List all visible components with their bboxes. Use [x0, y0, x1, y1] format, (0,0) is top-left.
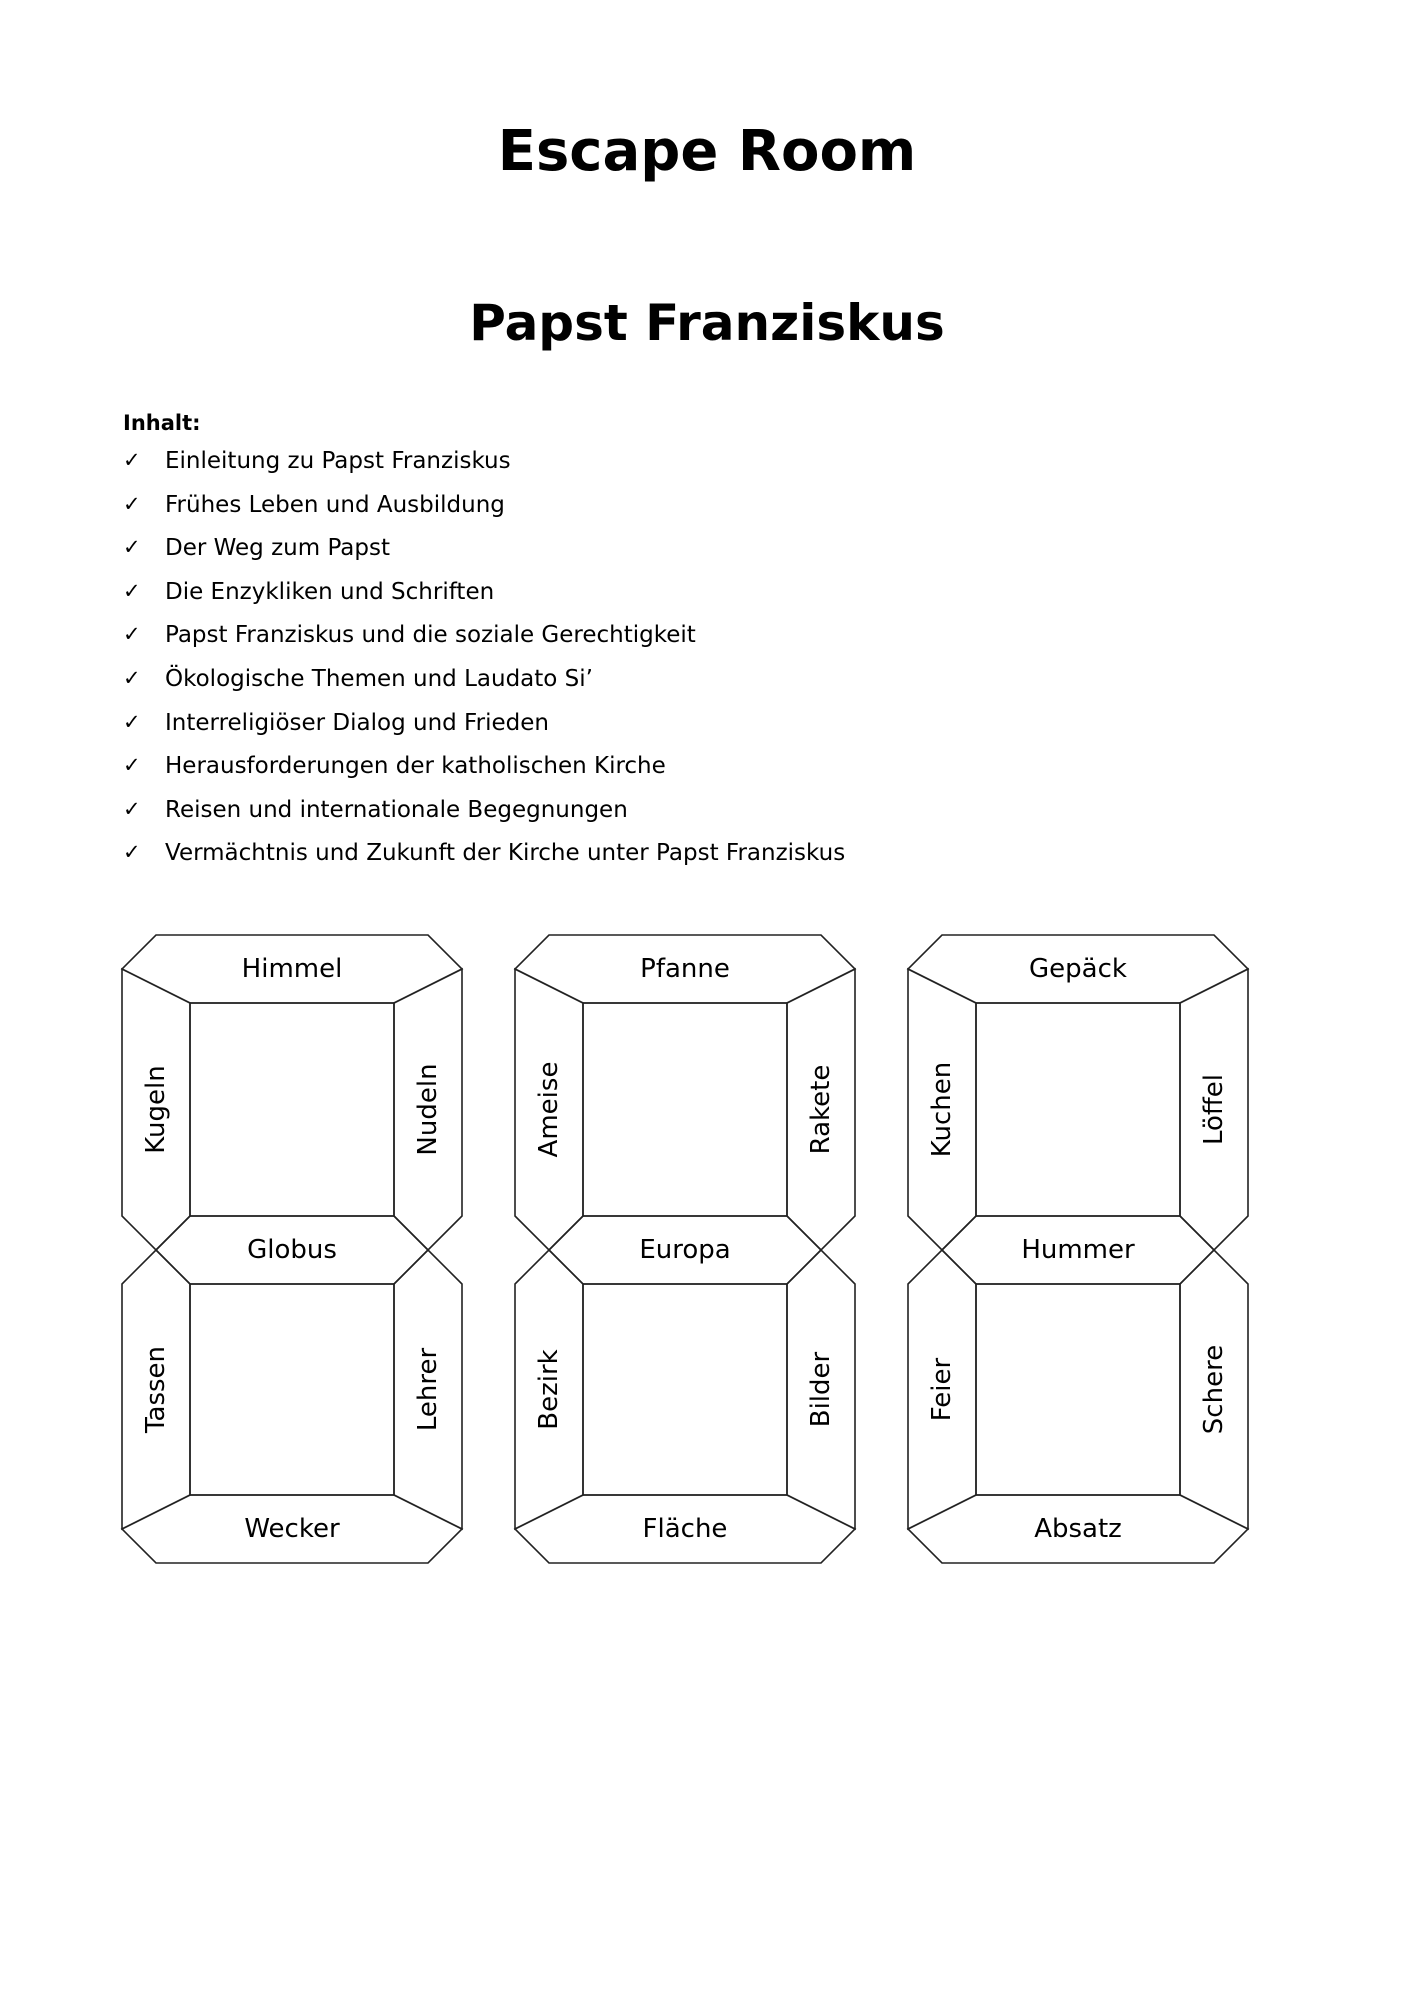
segment-label: Wecker	[244, 1514, 340, 1544]
inner-square-lower	[190, 1284, 394, 1495]
segment-label: Ameise	[534, 1061, 564, 1158]
checkmark-icon: ✓	[123, 448, 141, 472]
inner-square-upper	[976, 1003, 1180, 1216]
segment-label: Bezirk	[534, 1349, 564, 1430]
segment-label: Rakete	[806, 1064, 836, 1155]
list-item-text: Einleitung zu Papst Franziskus	[165, 448, 511, 474]
checkmark-icon: ✓	[123, 840, 141, 865]
segment-label: Schere	[1199, 1344, 1229, 1435]
list-item-text: Die Enzykliken und Schriften	[165, 578, 495, 605]
contents-label: Inhalt:	[123, 411, 201, 435]
segment-label: Löffel	[1199, 1073, 1229, 1146]
segment-label: Kuchen	[927, 1061, 957, 1158]
checkmark-icon: ✓	[123, 535, 141, 560]
list-item-text: Papst Franziskus und die soziale Gerechtigkeit	[165, 622, 696, 649]
segment-label: Globus	[247, 1235, 337, 1265]
page-subtitle: Papst Franziskus	[469, 294, 945, 352]
inner-square-lower	[583, 1284, 787, 1495]
checkmark-icon: ✓	[123, 796, 141, 821]
list-item-text: Der Weg zum Papst	[165, 535, 390, 562]
segment-label: Fläche	[642, 1514, 728, 1544]
list-item-text: Interreligiöser Dialog und Frieden	[165, 709, 549, 736]
list-item-text: Vermächtnis und Zukunft der Kirche unter Papst Franziskus	[165, 840, 846, 867]
segment-label: Kugeln	[141, 1065, 171, 1154]
segment-label: Tassen	[141, 1345, 171, 1434]
segment-label: Nudeln	[413, 1063, 443, 1156]
inner-square-lower	[976, 1284, 1180, 1495]
segment-label: Hummer	[1021, 1235, 1135, 1265]
inner-square-upper	[190, 1003, 394, 1216]
list-item-text: Reisen und internationale Begegnungen	[165, 796, 628, 823]
segment-label: Europa	[639, 1235, 731, 1265]
list-item-text: Ökologische Themen und Laudato Si’	[165, 665, 593, 692]
segment-label: Bilder	[806, 1351, 836, 1428]
checkmark-icon: ✓	[123, 491, 141, 516]
segment-label: Pfanne	[640, 954, 730, 984]
list-item-text: Frühes Leben und Ausbildung	[165, 491, 505, 518]
checkmark-icon: ✓	[123, 578, 141, 603]
segment-label: Lehrer	[413, 1347, 443, 1432]
checkmark-icon: ✓	[123, 709, 141, 734]
page-title: Escape Room	[497, 119, 917, 184]
segment-label: Himmel	[241, 954, 343, 984]
list-item-text: Herausforderungen der katholischen Kirche	[165, 753, 666, 780]
segment-label: Feier	[927, 1357, 957, 1422]
inner-square-upper	[583, 1003, 787, 1216]
checkmark-icon: ✓	[123, 665, 141, 690]
checkmark-icon: ✓	[123, 753, 141, 778]
segment-label: Absatz	[1034, 1514, 1122, 1544]
checkmark-icon: ✓	[123, 622, 141, 647]
segment-label: Gepäck	[1029, 954, 1127, 984]
